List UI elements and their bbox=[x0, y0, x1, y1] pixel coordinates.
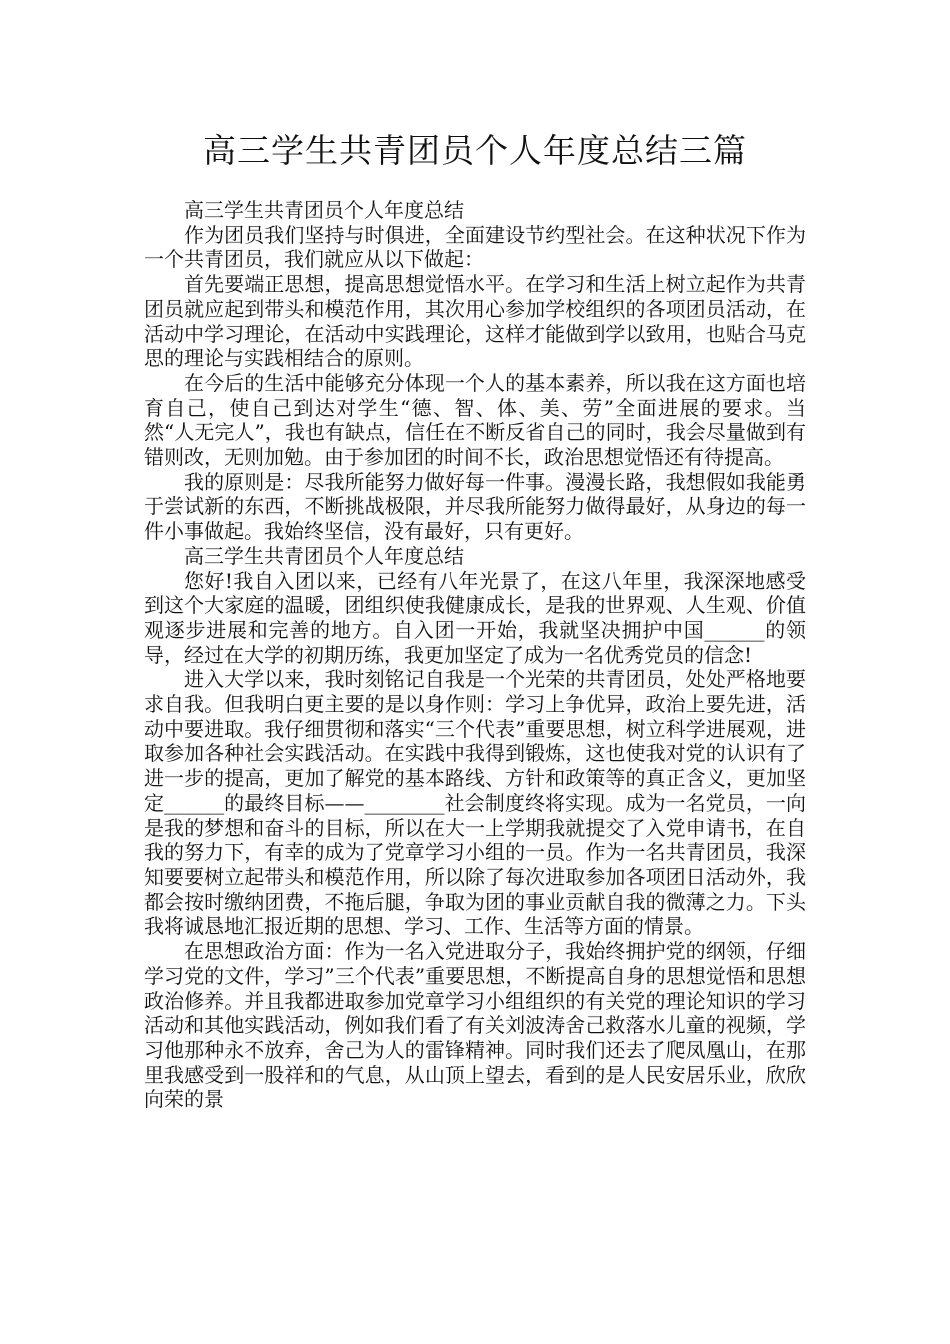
body-paragraph: 您好!我自入团以来，已经有八年光景了，在这八年里，我深深地感受到这个大家庭的温暖，团组织使我健康成长，是我的世界观、人生观、价值观逐步进展和完善的地方。自入团一开始，我就坚决拥护中国______的领导，经过在大学的初期历练，我更加坚定了成为一名优秀党员的信念! bbox=[144, 568, 806, 667]
body-paragraph: 在今后的生活中能够充分体现一个人的基本素养，所以我在这方面也培育自己，使自己到达对学生“德、智、体、美、劳”全面进展的要求。当然“人无完人”，我也有缺点，信任在不断反省自己的同时，我会尽量做到有错则改，无则加勉。由于参加团的时间不长，政治思想觉悟还有待提高。 bbox=[144, 370, 806, 470]
body-paragraph: 作为团员我们坚持与时俱进，全面建设节约型社会。在这种状况下作为一个共青团员，我们就应从以下做起： bbox=[144, 222, 806, 272]
body-paragraph: 在思想政治方面：作为一名入党进取分子，我始终拥护党的纲领，仔细学习党的文件，学习”三个代表”重要思想，不断提高自身的思想觉悟和思想政治修养。并且我都进取参加党章学习小组组织的有关党的理论知识的学习活动和其他实践活动，例如我们看了有关刘波涛舍己救落水儿童的视频，学习他那种永不放弃，舍己为人的雷锋精神。同时我们还去了爬凤凰山，在那里我感受到一股祥和的气息，从山顶上望去，看到的是人民安居乐业，欣欣向荣的景 bbox=[144, 939, 806, 1112]
document-body bbox=[144, 198, 806, 1112]
body-paragraph: 进入大学以来，我时刻铭记自我是一个光荣的共青团员，处处严格地要求自我。但我明白更主要的是以身作则：学习上争优异，政治上要先进，活动中要进取。我仔细贯彻和落实“三个代表”重要思想，树立科学进展观，进取参加各种社会实践活动。在实践中我得到锻炼，这也使我对党的认识有了进一步的提高，更加了解党的基本路线、方针和政策等的真正含义，更加坚定______的最终目标——________社会制度终将实现。成为一名党员，一向是我的梦想和奋斗的目标，所以在大一上学期我就提交了入党申请书，在自我的努力下，有幸的成为了党章学习小组的一员。作为一名共青团员，我深知要要树立起带头和模范作用，所以除了每次进取参加各项团日活动外，我都会按时缴纳团费，不拖后腿，争取为团的事业贡献自我的微薄之力。下头我将诚恳地汇报近期的思想、学习、工作、生活等方面的情景。 bbox=[144, 667, 806, 939]
body-paragraph: 我的原则是：尽我所能努力做好每一件事。漫漫长路，我想假如我能勇于尝试新的东西，不断挑战极限，并尽我所能努力做得最好，从身边的每一件小事做起。我始终坚信，没有最好，只有更好。 bbox=[144, 469, 806, 544]
section-heading: 高三学生共青团员个人年度总结 bbox=[184, 543, 464, 568]
body-paragraph: 首先要端正思想，提高思想觉悟水平。在学习和生活上树立起作为共青团员就应起到带头和模范作用，其次用心参加学校组织的各项团员活动，在活动中学习理论，在活动中实践理论，这样才能做到学以致用，也贴合马克思的理论与实践相结合的原则。 bbox=[144, 272, 806, 371]
document-title: 高三学生共青团员个人年度总结三篇 bbox=[203, 131, 747, 170]
section-heading: 高三学生共青团员个人年度总结 bbox=[184, 198, 464, 222]
